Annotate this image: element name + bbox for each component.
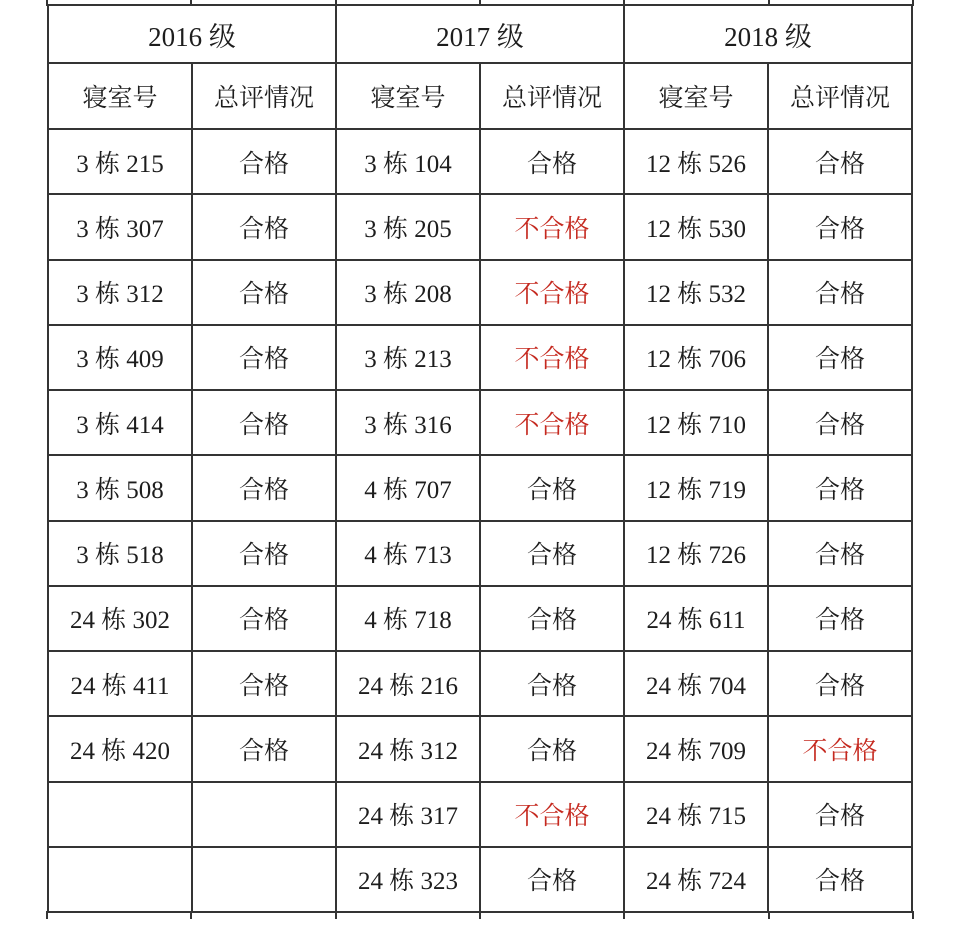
status-cell: 合格 <box>768 521 912 586</box>
table-row <box>48 847 912 912</box>
status-cell: 合格 <box>768 847 912 912</box>
column-header-row <box>48 63 912 129</box>
status-cell: 合格 <box>480 651 624 716</box>
room-cell: 24 栋 724 <box>624 847 768 912</box>
room-cell: 12 栋 710 <box>624 390 768 455</box>
table-row <box>48 782 912 847</box>
status-cell: 合格 <box>768 390 912 455</box>
status-cell: 合格 <box>192 260 336 325</box>
room-cell: 24 栋 704 <box>624 651 768 716</box>
room-cell: 3 栋 215 <box>48 129 192 194</box>
status-cell: 不合格 <box>768 716 912 781</box>
room-cell: 12 栋 532 <box>624 260 768 325</box>
room-cell: 3 栋 518 <box>48 521 192 586</box>
status-cell: 合格 <box>768 260 912 325</box>
table-row <box>48 455 912 520</box>
grid-line-overshoot <box>190 911 192 919</box>
column-header-room: 寝室号 <box>336 63 480 129</box>
grid-line-overshoot <box>46 911 48 919</box>
status-cell: 合格 <box>768 782 912 847</box>
grade-header-2016: 2016 级 <box>48 5 336 63</box>
grid-line-overshoot <box>768 0 770 6</box>
room-cell: 24 栋 709 <box>624 716 768 781</box>
status-cell: 不合格 <box>480 782 624 847</box>
status-cell: 合格 <box>480 521 624 586</box>
status-cell: 合格 <box>768 651 912 716</box>
column-header-status: 总评情况 <box>192 63 336 129</box>
status-cell: 合格 <box>768 194 912 259</box>
grid-line-overshoot <box>623 0 625 6</box>
room-cell: 12 栋 526 <box>624 129 768 194</box>
status-cell: 合格 <box>480 716 624 781</box>
status-cell: 合格 <box>192 455 336 520</box>
grid-line-overshoot <box>335 0 337 6</box>
status-cell <box>192 847 336 912</box>
room-cell: 24 栋 411 <box>48 651 192 716</box>
status-cell: 合格 <box>192 716 336 781</box>
room-cell: 12 栋 706 <box>624 325 768 390</box>
room-cell: 3 栋 409 <box>48 325 192 390</box>
grid-line-overshoot <box>190 0 192 6</box>
room-cell: 3 栋 104 <box>336 129 480 194</box>
table-row <box>48 716 912 781</box>
grid-line-overshoot <box>912 0 914 6</box>
table-row <box>48 586 912 651</box>
room-cell: 3 栋 208 <box>336 260 480 325</box>
table-row <box>48 390 912 455</box>
room-cell: 3 栋 312 <box>48 260 192 325</box>
status-cell: 合格 <box>192 521 336 586</box>
grid-line-overshoot <box>623 911 625 919</box>
room-cell: 24 栋 216 <box>336 651 480 716</box>
status-cell: 合格 <box>192 390 336 455</box>
room-cell <box>48 782 192 847</box>
table-row <box>48 194 912 259</box>
room-cell: 12 栋 726 <box>624 521 768 586</box>
status-cell: 合格 <box>192 586 336 651</box>
grade-header-row <box>48 5 912 63</box>
room-cell: 4 栋 707 <box>336 455 480 520</box>
grid-line-overshoot <box>479 911 481 919</box>
status-cell: 不合格 <box>480 390 624 455</box>
room-cell: 4 栋 718 <box>336 586 480 651</box>
grid-line-overshoot <box>479 0 481 6</box>
room-cell: 24 栋 715 <box>624 782 768 847</box>
room-cell: 4 栋 713 <box>336 521 480 586</box>
status-cell: 合格 <box>480 129 624 194</box>
status-cell: 不合格 <box>480 260 624 325</box>
room-cell <box>48 847 192 912</box>
room-cell: 24 栋 611 <box>624 586 768 651</box>
status-cell: 合格 <box>480 586 624 651</box>
status-cell: 不合格 <box>480 325 624 390</box>
room-cell: 24 栋 420 <box>48 716 192 781</box>
status-cell: 合格 <box>768 325 912 390</box>
column-header-status: 总评情况 <box>768 63 912 129</box>
grid-line-overshoot <box>46 0 48 6</box>
room-cell: 3 栋 213 <box>336 325 480 390</box>
status-cell: 合格 <box>480 455 624 520</box>
table-row <box>48 129 912 194</box>
room-cell: 12 栋 530 <box>624 194 768 259</box>
table-row <box>48 651 912 716</box>
room-cell: 3 栋 205 <box>336 194 480 259</box>
room-cell: 24 栋 323 <box>336 847 480 912</box>
table-row <box>48 260 912 325</box>
room-cell: 3 栋 307 <box>48 194 192 259</box>
table-row <box>48 521 912 586</box>
status-cell: 不合格 <box>480 194 624 259</box>
grid-line-overshoot <box>335 911 337 919</box>
status-cell: 合格 <box>768 455 912 520</box>
room-cell: 3 栋 508 <box>48 455 192 520</box>
dorm-inspection-table <box>47 4 913 913</box>
grid-line-overshoot <box>912 911 914 919</box>
column-header-room: 寝室号 <box>624 63 768 129</box>
status-cell: 合格 <box>480 847 624 912</box>
room-cell: 3 栋 414 <box>48 390 192 455</box>
room-cell: 24 栋 317 <box>336 782 480 847</box>
grade-header-2017: 2017 级 <box>336 5 624 63</box>
grid-line-overshoot <box>768 911 770 919</box>
table-body <box>48 129 912 912</box>
status-cell: 合格 <box>192 194 336 259</box>
room-cell: 12 栋 719 <box>624 455 768 520</box>
status-cell: 合格 <box>768 586 912 651</box>
grade-header-2018: 2018 级 <box>624 5 912 63</box>
room-cell: 3 栋 316 <box>336 390 480 455</box>
status-cell <box>192 782 336 847</box>
status-cell: 合格 <box>192 129 336 194</box>
column-header-status: 总评情况 <box>480 63 624 129</box>
column-header-room: 寝室号 <box>48 63 192 129</box>
room-cell: 24 栋 302 <box>48 586 192 651</box>
table-row <box>48 325 912 390</box>
status-cell: 合格 <box>192 325 336 390</box>
room-cell: 24 栋 312 <box>336 716 480 781</box>
status-cell: 合格 <box>768 129 912 194</box>
status-cell: 合格 <box>192 651 336 716</box>
